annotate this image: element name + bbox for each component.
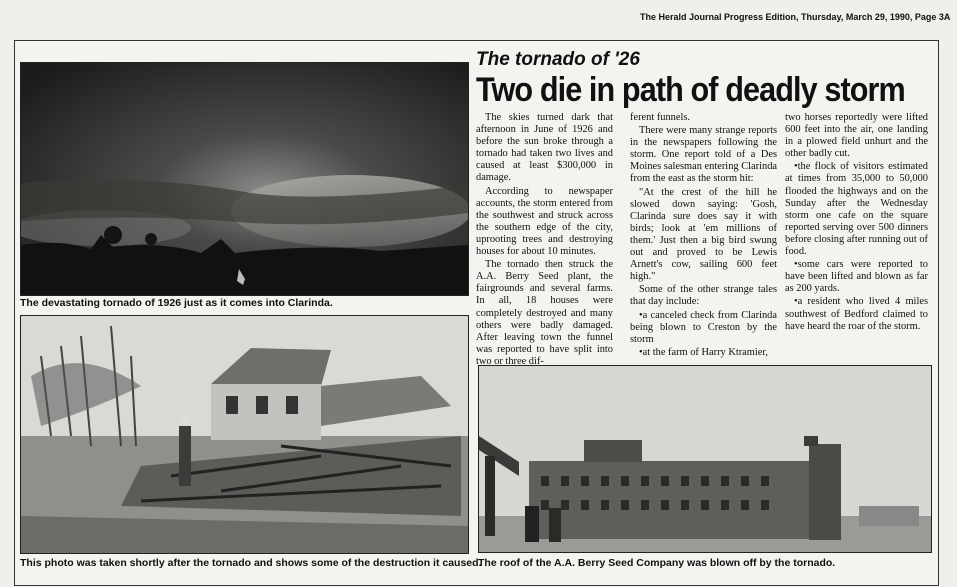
article-kicker: The tornado of '26 — [476, 49, 640, 70]
article-paragraph: There were many strange reports in the newspapers following the storm. One report told of a Des Moines salesman entering Clarinda from the east as the storm hit: — [630, 125, 777, 185]
article-paragraph: •a canceled check from Clarinda being blown to Creston by the storm — [630, 309, 777, 345]
destruction-caption: This photo was taken shortly after the tornado and shows some of the destruction it caused. — [20, 557, 482, 569]
article-paragraph: Some of the other strange tales that day include: — [630, 284, 777, 308]
article-paragraph: •at the farm of Harry Ktramier, — [639, 346, 769, 358]
article-paragraph: The skies turned dark that afternoon in June of 1926 and before the sun broke through a tornado had taken two lives and caused at least $300,000 in damage. — [476, 112, 613, 184]
article-column-1 — [476, 112, 613, 369]
article-paragraph: The tornado then struck the A.A. Berry Seed plant, the fairgrounds and several farms. In all, 18 houses were completely destroyed and many others were badly damaged. After leaving town the funnel was reported to have split into two or three dif- — [476, 259, 613, 367]
page-header: The Herald Journal Progress Edition, Thursday, March 29, 1990, Page 3A — [640, 12, 951, 22]
article-paragraph: two horses reportedly were lifted 600 feet into the air, one landing in a plowed field unhurt and the other badly cut. — [785, 112, 928, 160]
article-paragraph: •a resident who lived 4 miles southwest of Bedford claimed to have heard the roar of the storm. — [785, 296, 928, 332]
article-paragraph: "At the crest of the hill he slowed down saying: 'Gosh, Clarinda sure does say it with birds; look at 'em millions of them.' Just then a big bird swung out and proved to be Lewis Arnett's cow, sailing 600 feet high." — [630, 186, 777, 283]
article-paragraph: •the flock of visitors estimated at times from 35,000 to 50,000 flooded the highways and on the Sunday after the Wednesday storm one cafe on the square reported serving over 500 dinners before closing after running out of food. — [785, 161, 928, 258]
seed-company-caption: The roof of the A.A. Berry Seed Company was blown off by the tornado. — [478, 557, 836, 569]
article-paragraph: ferent funnels. — [630, 112, 691, 123]
article-column-3 — [785, 112, 928, 334]
tornado-photo — [20, 62, 469, 296]
article-paragraph: According to newspaper accounts, the storm entered from the southwest and struck across the southern edge of the city, uprooting trees and destroying houses for about 10 minutes. — [476, 185, 613, 258]
article-paragraph: •some cars were reported to have been lifted and blown as far as 200 yards. — [785, 259, 928, 295]
tornado-caption: The devastating tornado of 1926 just as it comes into Clarinda. — [20, 297, 333, 309]
article-headline: Two die in path of deadly storm — [476, 71, 905, 109]
destruction-photo — [20, 315, 469, 554]
seed-company-photo — [478, 365, 932, 553]
article-column-2 — [630, 112, 777, 360]
